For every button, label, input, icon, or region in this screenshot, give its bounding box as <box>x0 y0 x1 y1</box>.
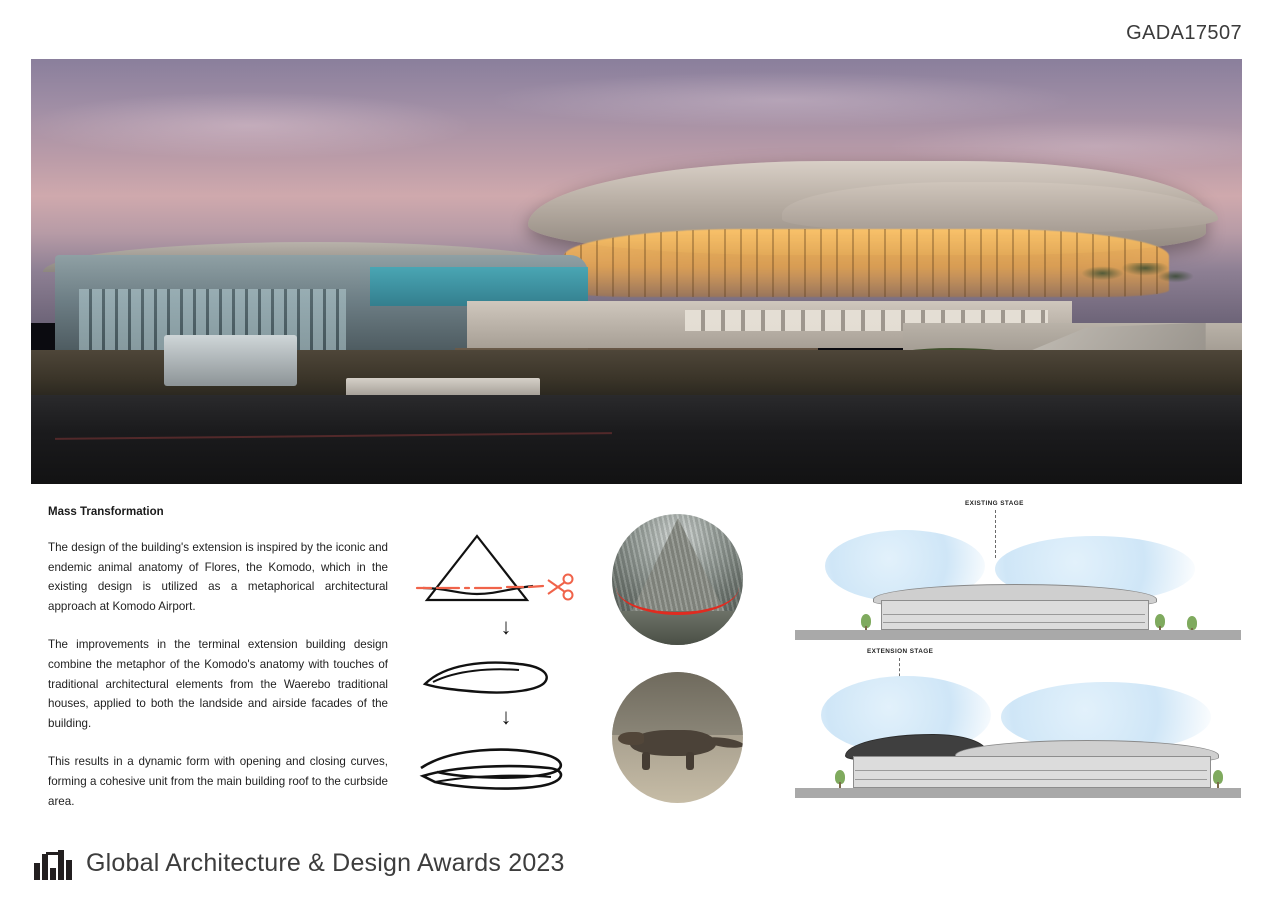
logo-bar-3 <box>50 868 56 880</box>
extension-floor-line <box>855 770 1207 771</box>
komodo-head <box>618 732 644 745</box>
logo-bar-2 <box>42 854 48 880</box>
section-title: Mass Transformation <box>48 506 164 518</box>
reference-photos <box>612 514 752 803</box>
mass-transformation-diagram <box>415 522 595 792</box>
logo-bar-1 <box>34 863 40 880</box>
diagram-step-triangle <box>415 528 595 608</box>
rtf-logo-icon <box>34 846 74 880</box>
section-drawings <box>795 500 1241 812</box>
diagram-step-flattened <box>415 654 595 700</box>
diagram-step-final <box>415 742 595 798</box>
scissors-icon <box>548 575 573 600</box>
logo-bar-5 <box>66 860 72 880</box>
paragraph-1: The design of the building's extension is inspired by the iconic and endemic animal anatomy of Flores, the Komodo, which in the existing design is utilized as a metaphorical architectural approach at Komodo Airport. <box>48 541 388 613</box>
existing-stage-leader-line <box>995 510 997 558</box>
diagram-arrow-2: ↓ <box>500 704 512 729</box>
reference-code: GADA17507 <box>1126 22 1242 44</box>
diagram-arrow-1: ↓ <box>500 614 512 639</box>
existing-ground-line <box>795 630 1241 640</box>
existing-building-body <box>881 600 1149 630</box>
paragraph-3: This results in a dynamic form with opening and closing curves, forming a cohesive unit from the main building roof to the curbside area. <box>48 755 388 808</box>
paragraph-2: The improvements in the terminal extension building design combine the metaphor of the Komodo's anatomy with touches of traditional architectural elements from the Waerebo traditional houses, applied to both the landside and airside facades of the building. <box>48 638 388 730</box>
hero-apron <box>31 395 1242 484</box>
extension-building-body <box>853 756 1211 788</box>
waerebo-house-photo <box>612 514 743 645</box>
komodo-background-rocks <box>612 672 743 735</box>
existing-stage-section <box>795 500 1241 640</box>
komodo-front-leg <box>642 752 650 770</box>
hero-palm-trees <box>1072 263 1193 314</box>
footer-title: Global Architecture & Design Awards 2023 <box>86 848 565 877</box>
content-area <box>0 492 1273 822</box>
komodo-rear-leg <box>686 752 694 770</box>
existing-stage-label: EXISTING STAGE <box>965 500 1024 507</box>
house-ground <box>612 611 743 645</box>
hero-image <box>31 59 1242 484</box>
extension-stage-label: EXTENSION STAGE <box>867 648 934 655</box>
hero-jet-bridge <box>164 335 297 386</box>
footer-content <box>34 846 565 880</box>
existing-floor-line <box>883 614 1145 615</box>
extension-ground-line <box>795 788 1241 798</box>
page-header <box>0 0 1273 60</box>
flattened-curve-icon <box>415 654 595 700</box>
extension-stage-section <box>795 648 1241 806</box>
hero-left-teal-panel <box>370 267 588 305</box>
logo-crossbar <box>46 852 64 855</box>
existing-floor-line-2 <box>883 622 1145 623</box>
komodo-dragon-photo <box>612 672 743 803</box>
dynamic-roof-curve-icon <box>415 742 595 798</box>
extension-floor-line-2 <box>855 779 1207 780</box>
page-footer <box>0 822 1273 900</box>
description-column <box>48 506 388 830</box>
triangle-with-cut-icon <box>415 528 595 608</box>
